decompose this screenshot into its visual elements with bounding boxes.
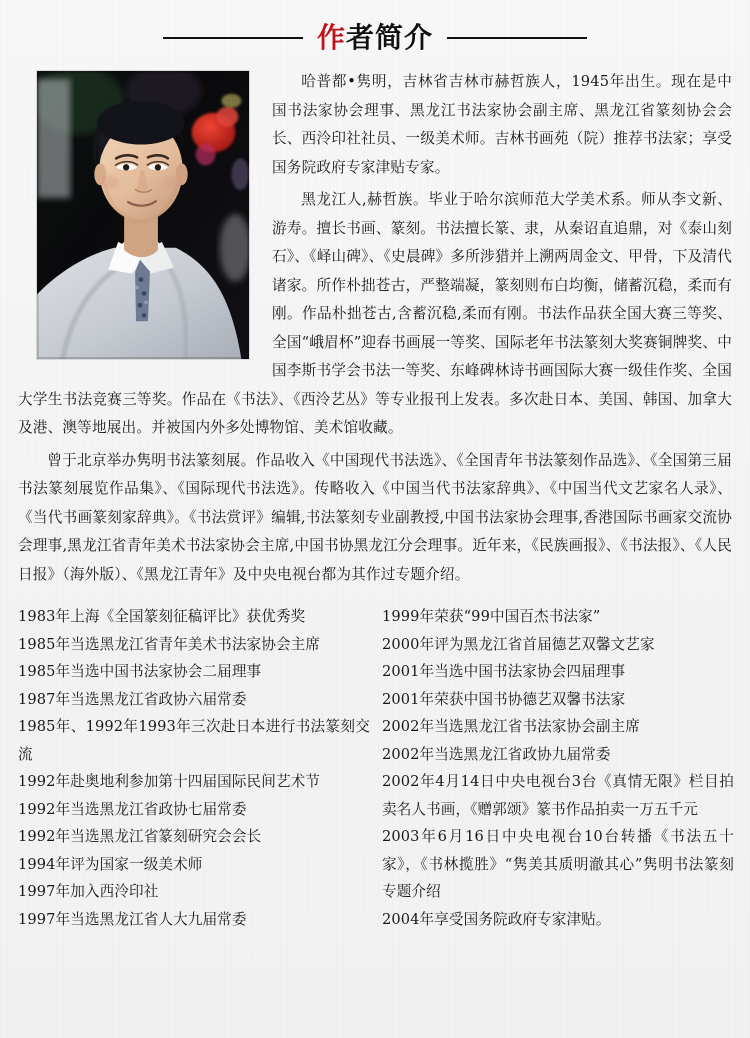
bio-paragraph-1: 哈普都•隽明，吉林省吉林市赫哲族人，1945年出生。现在是中国书法家协会理事、黑龙江书法家协会副主席、黑龙江省篆刻协会会长、西泠印社社员、一级美术师。吉林书画苑（院）推荐书法家；享受国务院政府专家津贴专家。 [272, 73, 732, 176]
bio-paragraph-3: 曾于北京举办隽明书法篆刻展。作品收入《中国现代书法选》、《全国青年书法篆刻作品选》、《全国第三届书法篆刻展览作品集》、《国际现代书法选》。传略收入《中国当代书法家辞典》、《中国当代文艺家名人录》、《当代书画篆刻家辞典》。《书法赏评》编辑,书法篆刻专业副教授,中国书法家协会理事,香港国际书画家交流协会理事,黑龙江省青年美术书法家协会主席,中国书协黑龙江分会理事。近年来，《民族画报》、《书法报》、《人民日报》（海外版）、《黑龙江青年》及中央电视台都为其作过专题介绍。 [18, 451, 732, 583]
chronology-item: 2003年6月16日中央电视台10台转播《书法五十家》，《书林揽胜》“隽美其质明澈其心”隽明书法篆刻专题介绍 [382, 828, 734, 900]
page-title-rest: 者简介 [346, 21, 434, 54]
chronology-item: 1997年加入西泠印社 [18, 883, 159, 900]
chronology-item: 2004年享受国务院政府专家津贴。 [382, 910, 611, 928]
chronology-item: 1992年赴奥地利参加第十四届国际民间艺术节 [18, 773, 321, 790]
portrait-illustration [37, 71, 249, 359]
chronology-item: 2001年当选中国书法家协会四届理事 [382, 663, 626, 680]
chronology-item: 1985年、1992年1993年三次赴日本进行书法篆刻交流 [18, 718, 370, 763]
page-title [316, 21, 434, 54]
chronology-item: 1985年当选黑龙江省青年美术书法家协会主席 [18, 635, 321, 653]
chronology-item: 2002年当选黑龙江省政协九届常委 [382, 745, 611, 763]
chronology-item: 2002年4月14日中央电视台3台《真情无限》栏目拍卖名人书画，《赠郭颂》篆书作品拍卖一万五千元 [382, 773, 734, 818]
chronology-item: 1987年当选黑龙江省政协六届常委 [18, 690, 247, 708]
author-portrait-photo [36, 70, 250, 360]
chronology-column-right [382, 603, 734, 933]
title-rule-right [447, 37, 587, 39]
chronology-item: 1992年当选黑龙江省政协七届常委 [18, 800, 247, 818]
chronology-item: 1999年荣获“99中国百杰书法家” [382, 608, 601, 625]
title-rule-left [163, 37, 303, 39]
page-title-accent-char: 作 [316, 21, 346, 54]
biography-content [0, 58, 750, 589]
chronology-item: 1994年评为国家一级美术师 [18, 855, 203, 873]
chronology-section [0, 603, 750, 933]
chronology-column-left [18, 603, 370, 933]
chronology-item: 1997年当选黑龙江省人大九届常委 [18, 910, 247, 928]
chronology-item: 1985年当选中国书法家协会二届理事 [18, 663, 262, 680]
chronology-item: 2002年当选黑龙江省书法家协会副主席 [382, 718, 640, 735]
bio-paragraph-2: 黑龙江人,赫哲族。毕业于哈尔滨师范大学美术系。师从李文新、游寿。擅长书画、篆刻。书法擅长篆、隶，从秦诏直追鼎，对《泰山刻石》、《峄山碑》、《史晨碑》多所涉猎并上溯两周金文、甲骨，下及清代诸家。所作朴拙苍古，严整端凝，篆刻则布白均衡，储蓄沉稳，柔而有刚。作品朴拙苍古,含蓄沉稳,柔而有刚。书法作品获全国大赛三等奖、全国“峨眉杯”迎春书画展一等奖、国际老年书法篆刻大奖赛铜牌奖、中国李斯书学会书法一等奖、东峰碑林诗书画国际大赛一级佳作奖、全国大学生书法竞赛三等奖。作品在《书法》、《西泠艺丛》等专业报刊上发表。多次赴日本、美国、韩国、加拿大及港、澳等地展出。并被国内外多处博物馆、美术馆收藏。 [18, 191, 732, 436]
chronology-item: 2000年评为黑龙江省首届德艺双馨文艺家 [382, 635, 655, 653]
chronology-item: 2001年荣获中国书协德艺双馨书法家 [382, 690, 626, 708]
chronology-item: 1992年当选黑龙江省篆刻研究会会长 [18, 828, 262, 845]
page-title-band [0, 0, 750, 58]
chronology-item: 1983年上海《全国篆刻征稿评比》获优秀奖 [18, 608, 306, 625]
